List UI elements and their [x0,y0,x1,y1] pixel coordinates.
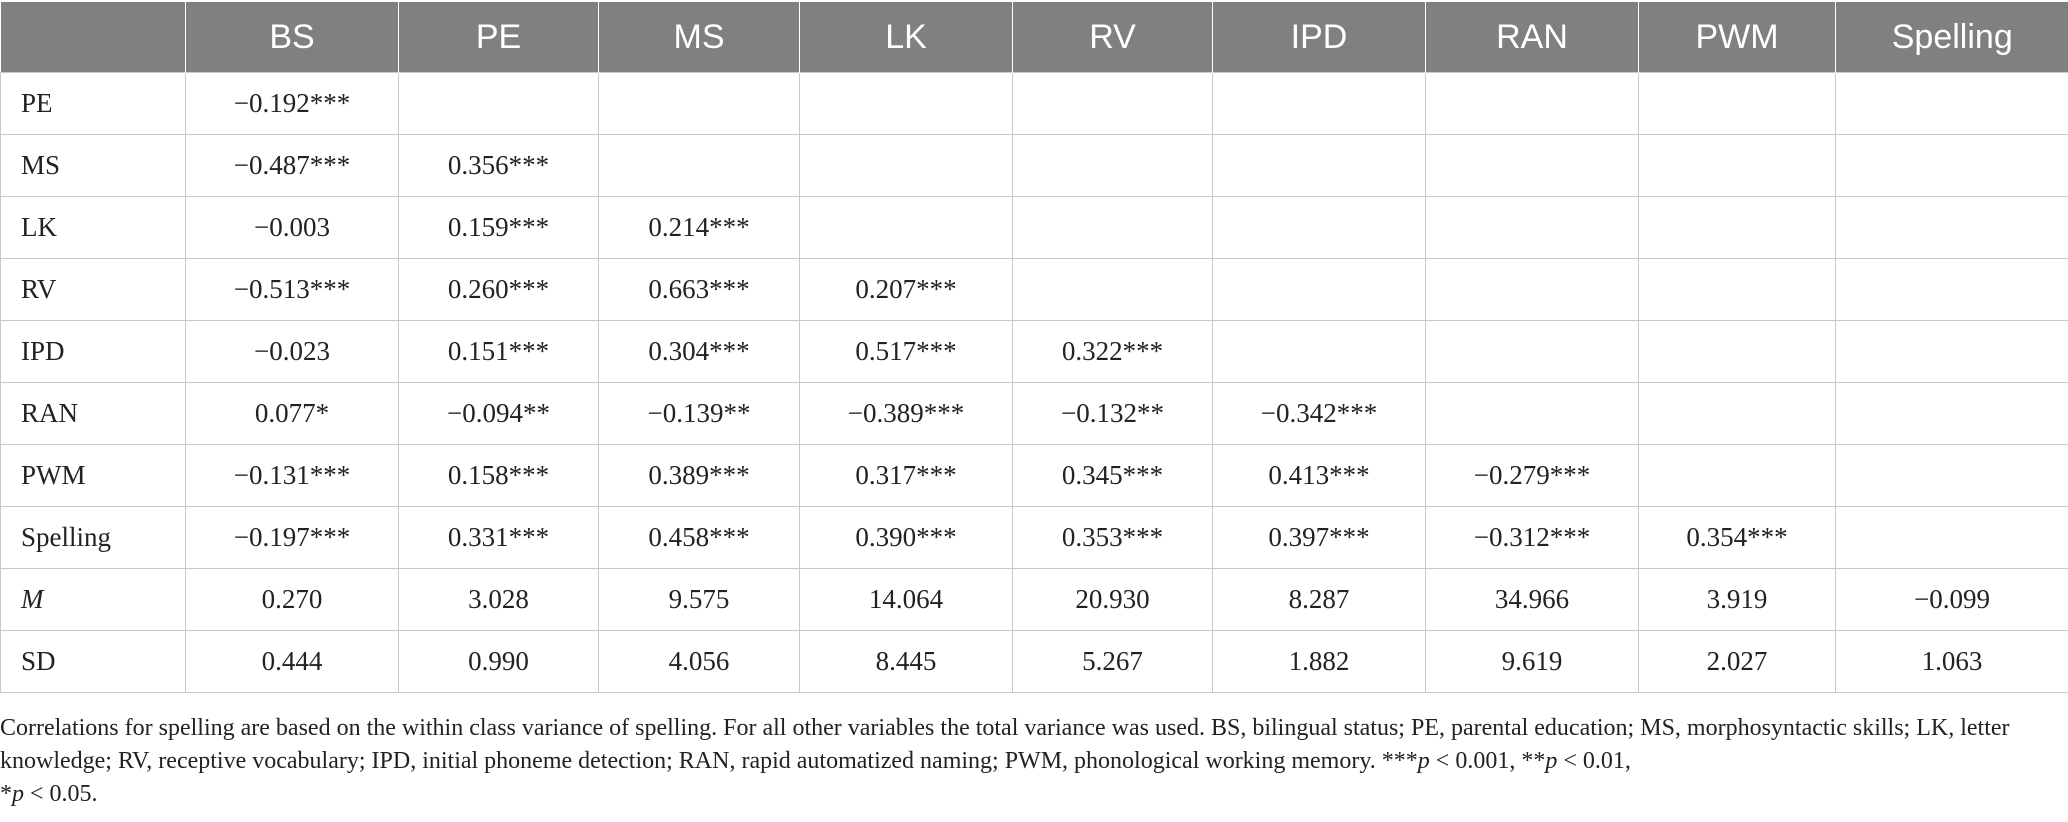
table-cell [1836,259,2068,321]
row-label: PWM [1,445,186,507]
table-cell: 0.413*** [1213,445,1426,507]
table-cell: 0.207*** [800,259,1013,321]
row-label: LK [1,197,186,259]
table-cell: 0.356*** [399,135,599,197]
table-cell: 0.260*** [399,259,599,321]
table-cell: 0.397*** [1213,507,1426,569]
table-cell: 0.444 [186,631,399,693]
table-cell: 0.458*** [599,507,800,569]
table-cell: 9.619 [1426,631,1639,693]
table-cell: 0.390*** [800,507,1013,569]
table-cell [1213,135,1426,197]
table-cell [1426,135,1639,197]
table-cell: 0.317*** [800,445,1013,507]
table-cell: −0.131*** [186,445,399,507]
table-cell: 0.345*** [1013,445,1213,507]
table-cell: −0.279*** [1426,445,1639,507]
table-cell [1013,197,1213,259]
column-header-pwm: PWM [1639,2,1836,73]
table-cell: −0.389*** [800,383,1013,445]
table-cell [1639,321,1836,383]
table-cell: 0.990 [399,631,599,693]
table-footnote [0,712,2060,811]
table-cell: 0.331*** [399,507,599,569]
table-row [1,569,2068,631]
table-cell: 0.353*** [1013,507,1213,569]
footnote-sig-01: **p < 0.01, [1521,748,1631,774]
table-cell [1213,73,1426,135]
table-cell: 20.930 [1013,569,1213,631]
table-cell: −0.192*** [186,73,399,135]
column-header-ms: MS [599,2,800,73]
table-cell: −0.132** [1013,383,1213,445]
table-cell: −0.487*** [186,135,399,197]
table-cell: 0.322*** [1013,321,1213,383]
table-cell: 0.077* [186,383,399,445]
table-cell: 0.517*** [800,321,1013,383]
header-corner-cell [1,2,186,73]
table-cell [1013,259,1213,321]
table-cell [1639,383,1836,445]
table-cell: −0.099 [1836,569,2068,631]
footnote-sig-05: *p < 0.05. [0,781,98,807]
table-cell: 8.445 [800,631,1013,693]
table-row [1,321,2068,383]
table-cell: 0.151*** [399,321,599,383]
table-row [1,197,2068,259]
column-header-ipd: IPD [1213,2,1426,73]
table-cell [1639,135,1836,197]
correlation-table-container [0,2,2068,693]
column-header-bs: BS [186,2,399,73]
row-label: PE [1,73,186,135]
table-cell [1836,73,2068,135]
table-cell [1836,197,2068,259]
table-cell [1426,383,1639,445]
table-cell: −0.094** [399,383,599,445]
table-cell: 14.064 [800,569,1013,631]
table-cell [1213,259,1426,321]
table-cell [1639,259,1836,321]
table-row [1,383,2068,445]
table-cell: 9.575 [599,569,800,631]
column-header-rv: RV [1013,2,1213,73]
table-row [1,73,2068,135]
table-cell [1836,445,2068,507]
row-label: IPD [1,321,186,383]
table-cell [1836,507,2068,569]
table-body [1,73,2068,693]
table-cell: 0.214*** [599,197,800,259]
table-cell [800,135,1013,197]
table-cell [1639,73,1836,135]
table-cell [1426,73,1639,135]
table-cell [800,73,1013,135]
table-row [1,445,2068,507]
table-cell [399,73,599,135]
table-header-row [1,2,2068,73]
table-cell [1013,73,1213,135]
table-cell: −0.197*** [186,507,399,569]
table-cell: 34.966 [1426,569,1639,631]
table-cell [1213,321,1426,383]
table-cell [1639,445,1836,507]
table-cell: 8.287 [1213,569,1426,631]
table-row [1,259,2068,321]
table-cell: −0.003 [186,197,399,259]
row-label: RAN [1,383,186,445]
row-label: RV [1,259,186,321]
table-cell: −0.023 [186,321,399,383]
table-cell: 1.063 [1836,631,2068,693]
table-cell: 3.919 [1639,569,1836,631]
column-header-ran: RAN [1426,2,1639,73]
table-cell [1213,197,1426,259]
table-cell [599,73,800,135]
table-cell: −0.342*** [1213,383,1426,445]
table-cell: 0.304*** [599,321,800,383]
table-cell: 5.267 [1013,631,1213,693]
table-cell: 0.354*** [1639,507,1836,569]
table-cell [1426,259,1639,321]
column-header-lk: LK [800,2,1013,73]
column-header-spelling: Spelling [1836,2,2068,73]
table-cell: −0.312*** [1426,507,1639,569]
table-cell [800,197,1013,259]
row-label: SD [1,631,186,693]
table-cell [1013,135,1213,197]
table-cell [1639,197,1836,259]
table-cell: 0.389*** [599,445,800,507]
column-header-pe: PE [399,2,599,73]
row-label: MS [1,135,186,197]
table-cell: −0.513*** [186,259,399,321]
table-cell [599,135,800,197]
footnote-sig-001: ***p < 0.001, [1381,748,1522,774]
table-cell: 1.882 [1213,631,1426,693]
table-row [1,631,2068,693]
table-cell [1426,321,1639,383]
table-cell: −0.139** [599,383,800,445]
table-row [1,135,2068,197]
row-label: Spelling [1,507,186,569]
table-cell: 4.056 [599,631,800,693]
table-cell [1426,197,1639,259]
correlation-table [0,2,2068,693]
table-cell: 0.159*** [399,197,599,259]
row-label: M [1,569,186,631]
table-cell [1836,383,2068,445]
table-cell: 0.158*** [399,445,599,507]
table-row [1,507,2068,569]
table-cell: 3.028 [399,569,599,631]
table-cell: 0.663*** [599,259,800,321]
table-cell [1836,135,2068,197]
footnote-text: Correlations for spelling are based on the within class variance of spelling. For all other variables the total variance was used. BS, bilingual status; PE, parental education; MS, morphosyntactic skills; LK, letter knowledge; RV, receptive vocabulary; IPD, initial phoneme detection; RAN, rapid automatized naming; PWM, phonological working memory. [0,715,2010,774]
table-cell: 2.027 [1639,631,1836,693]
table-cell [1836,321,2068,383]
table-cell: 0.270 [186,569,399,631]
